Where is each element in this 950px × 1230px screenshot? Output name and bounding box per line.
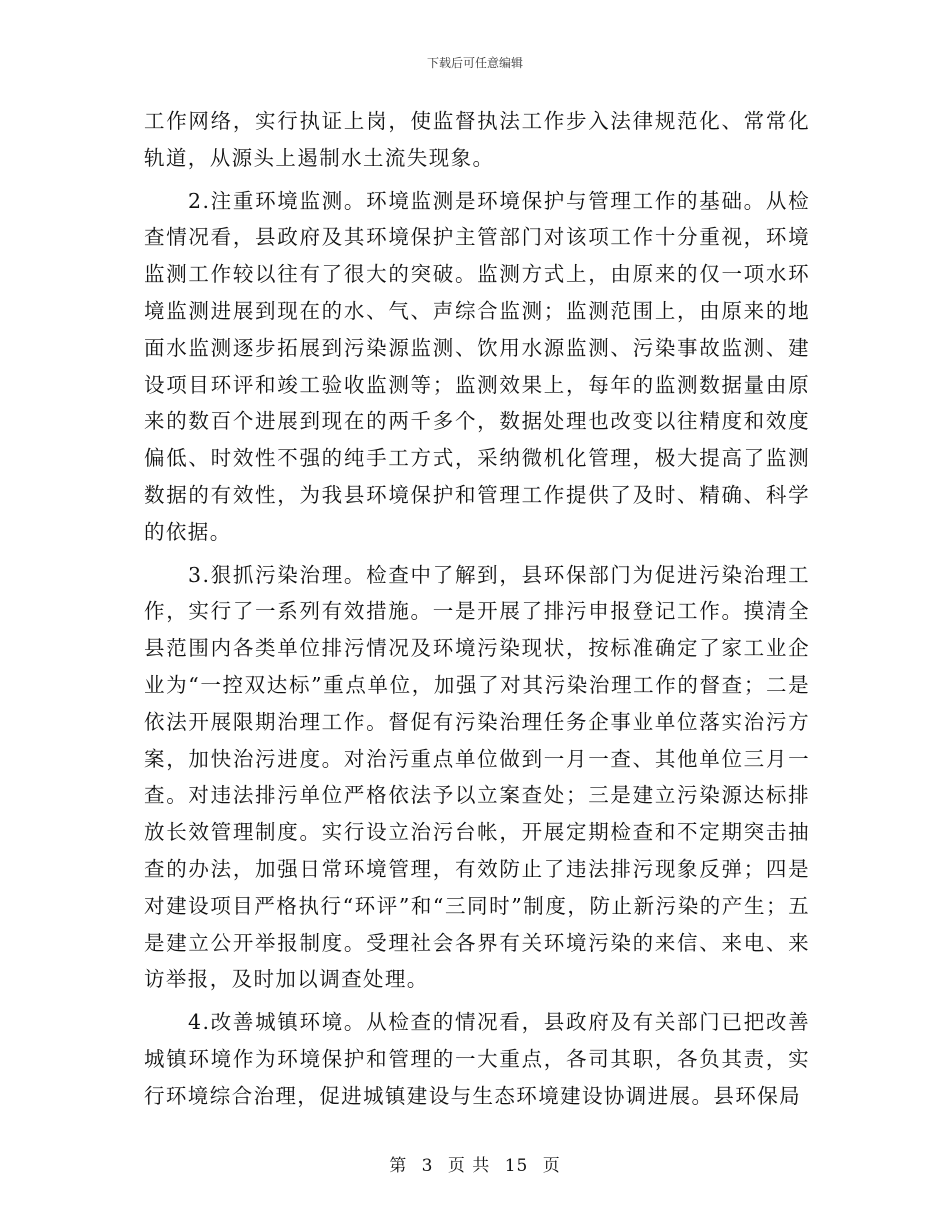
footer-suffix: 页 <box>542 1156 561 1176</box>
paragraph-urban-environment: 4.改善城镇环境。从检查的情况看，县政府及有关部门已把改善城镇环境作为环境保护和管理的一大重点，各司其职，各负其责，实行环境综合治理，促进城镇建设与生态环境建设协调进展。县环保局 <box>144 1010 810 1108</box>
page-header: 下载后可任意编辑 <box>426 56 523 70</box>
paragraph-environmental-monitoring: 2.注重环境监测。环境监测是环境保护与管理工作的基础。从检查情况看，县政府及其环境保护主管部门对该项工作十分重视，环境监测工作较以往有了很大的突破。监测方式上，由原来的仅一项水环境监测进展到现在的水、气、声综合监测；监测范围上，由原来的地面水监测逐步拓展到污染源监测、饮用水源监测、污染事故监测、建设项目环评和竣工验收监测等；监测效果上，每年的监测数据量由原来的数百个进展到现在的两千多个，数据处理也改变以往精度和效度偏低、时效性不强的纯手工方式，采纳微机化管理，极大提高了监测数据的有效性，为我县环境保护和管理工作提供了及时、精确、科学的依据。 <box>144 188 810 544</box>
paragraph-pollution-control: 3.狠抓污染治理。检查中了解到，县环保部门为促进污染治理工作，实行了一系列有效措施。一是开展了排污申报登记工作。摸清全县范围内各类单位排污情况及环境污染现状，按标准确定了家工业企业为“一控双达标”重点单位，加强了对其污染治理工作的督查；二是依法开展限期治理工作。督促有污染治理任务企事业单位落实治污方案，加快治污进度。对治污重点单位做到一月一查、其他单位三月一查。对违法排污单位严格依法予以立案查处；三是建立污染源达标排放长效管理制度。实行设立治污台帐，开展定期检查和不定期突击抽查的办法，加强日常环境管理，有效防止了违法排污现象反弹；四是对建设项目严格执行“环评”和“三同时”制度，防止新污染的产生；五是建立公开举报制度。受理社会各界有关环境污染的来信、来电、来访举报，及时加以调查处理。 <box>144 562 810 992</box>
page-number: 3 <box>421 1156 434 1176</box>
document-body <box>144 103 810 1115</box>
total-pages: 15 <box>504 1156 529 1176</box>
footer-prefix: 第 <box>389 1156 408 1176</box>
paragraph-continuation: 工作网络，实行执证上岗，使监督执法工作步入法律规范化、常常化轨道，从源头上遏制水土流失现象。 <box>144 109 810 170</box>
page-footer <box>0 1156 950 1176</box>
footer-middle: 页 共 <box>447 1156 491 1176</box>
